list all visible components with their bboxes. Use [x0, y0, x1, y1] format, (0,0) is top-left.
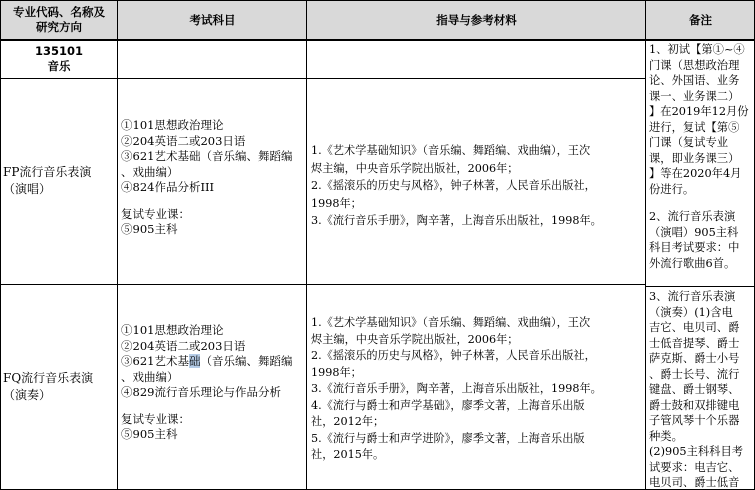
row1-material: 烬主编，中央音乐学院出版社，2006年；	[311, 161, 519, 175]
header-materials	[307, 0, 646, 40]
grid-line-header-bottom	[0, 39, 755, 41]
note1-line: 进行，复试【第⑤	[649, 120, 740, 134]
text-selection-highlight[interactable]: 础	[188, 354, 201, 368]
note3-line: 试要求：电吉它、	[649, 460, 740, 474]
note3-line: 键盘、爵士钢琴、	[649, 383, 740, 396]
major-code: 135101	[34, 44, 83, 58]
note1-line: 份进行。	[649, 182, 695, 196]
note3-line: 电贝司、爵士低音	[649, 476, 740, 489]
row1-direction	[0, 78, 118, 284]
row1-materials	[308, 142, 645, 232]
note3-line: （演奏）(1)含电	[649, 305, 733, 319]
note1-line: 课，即业务课三）	[649, 151, 740, 165]
row1-subject: 、戏曲编）	[121, 164, 179, 179]
header-materials-label: 指导与参考材料	[436, 12, 517, 27]
note2-line: 外流行歌曲6首。	[649, 256, 736, 270]
row2-materials	[308, 315, 645, 465]
row2-subject-with-selection[interactable]: ③621艺术基础（音乐编、舞蹈编	[121, 354, 293, 368]
row2-material: 5.《流行与爵士和声学进阶》，廖季文著，上海音乐出版	[311, 431, 585, 445]
row1-subject: ②204英语二或203日语	[121, 133, 246, 148]
row1-retest-label: 复试专业课：	[121, 206, 190, 221]
row2-direction-text: FQ流行音乐表演（演奏）	[3, 371, 94, 402]
note3-line: (2)905主科科目考	[649, 445, 744, 458]
row1-subject: ③621艺术基础（音乐编、舞蹈编	[121, 149, 293, 163]
row2-direction	[0, 284, 118, 490]
grid-line-row1-bottom	[0, 284, 646, 285]
header-major-line-2: 研究方向	[36, 20, 82, 34]
row1-material: 3.《流行音乐手册》，陶辛著，上海音乐出版社，1998年。	[311, 214, 602, 227]
row2-subject: ④829流行音乐理论与作品分析	[121, 385, 281, 399]
row2-material: 3.《流行音乐手册》，陶辛著，上海音乐出版社，1998年。	[311, 382, 602, 395]
row2-material: 社，2015年。	[311, 448, 385, 461]
note1-line: 门课（复试专业	[649, 136, 729, 149]
note1-line: 1、初试【第①~④	[649, 43, 745, 56]
row1-subject: ①101思想政治理论	[121, 118, 224, 132]
row1-direction-text: FP流行音乐表演（演唱）	[3, 165, 92, 196]
note3-line: 士低音提琴、爵士	[649, 336, 740, 350]
row2-material: 社，2012年；	[311, 415, 385, 428]
grid-line-left	[0, 0, 1, 490]
header-subjects	[118, 0, 307, 40]
grid-line-col2	[306, 0, 307, 490]
grid-line-top	[0, 0, 755, 1]
note3-line: 、爵士长号、流行	[649, 367, 740, 381]
grid-line-major-bottom	[0, 78, 646, 79]
major-cell	[0, 40, 118, 78]
row2-material: 4.《流行与爵士和声学基础》，廖季文著，上海音乐出版	[311, 398, 585, 412]
header-notes	[646, 0, 755, 40]
grid-line-notes-split	[646, 286, 755, 287]
row1-subjects	[118, 118, 307, 248]
note3-line: 爵士鼓和双排键电	[649, 398, 740, 412]
row2-material: 1.《艺术学基础知识》（音乐编、舞蹈编、戏曲编），王次	[311, 316, 591, 329]
row1-material: 1998年；	[311, 196, 362, 210]
row2-subject: ②204英语二或203日语	[121, 338, 246, 353]
note3-line: 子管风琴十个乐器	[649, 414, 740, 427]
note3-line: 3、流行音乐表演	[649, 290, 736, 303]
header-major	[0, 0, 118, 40]
row1-material: 1.《艺术学基础知识》（音乐编、舞蹈编、戏曲编），王次	[311, 144, 591, 157]
note3-line: 吉它、电贝司、爵	[649, 321, 740, 334]
row1-material: 2.《摇滚乐的历史与风格》，钟子林著，人民音乐出版社，	[311, 179, 596, 192]
note2-line: 2、流行音乐表演	[649, 210, 736, 223]
notes-block-2	[647, 289, 755, 490]
note1-line: 课一、业务课二）	[649, 89, 740, 103]
major-name: 音乐	[47, 59, 71, 73]
note1-line: 门课（思想政治理	[649, 58, 740, 72]
row2-material: 烬主编，中央音乐学院出版社，2006年；	[311, 332, 519, 346]
header-major-line-1: 专业代码、名称及	[13, 5, 105, 19]
grid-line-col1	[117, 0, 118, 490]
row2-retest: ⑤905主科	[121, 427, 178, 441]
row2-subjects	[118, 323, 307, 453]
notes-block-1	[647, 42, 755, 282]
row1-subject: ④824作品分析III	[121, 180, 215, 194]
note1-line: 】在2019年12月份	[649, 105, 749, 118]
row2-retest-label: 复试专业课：	[121, 411, 190, 426]
note3-line: 种类。	[649, 429, 683, 443]
header-notes-label: 备注	[689, 12, 712, 27]
header-subjects-label: 考试科目	[189, 12, 236, 27]
row2-subject: ①101思想政治理论	[121, 323, 224, 337]
note2-line: （演唱）905主科	[649, 225, 739, 239]
row2-subject: 、戏曲编）	[121, 369, 179, 384]
row2-material: 2.《摇滚乐的历史与风格》，钟子林著，人民音乐出版社，	[311, 349, 596, 362]
row2-material: 1998年；	[311, 365, 362, 379]
note3-line: 萨克斯、爵士小号	[649, 352, 740, 365]
note1-line: 论、外国语、业务	[649, 74, 740, 87]
grid-line-col3	[645, 0, 646, 490]
note1-line: 】等在2020年4月	[649, 167, 742, 180]
note2-line: 科目考试要求：中	[649, 241, 740, 254]
row1-retest: ⑤905主科	[121, 222, 178, 236]
